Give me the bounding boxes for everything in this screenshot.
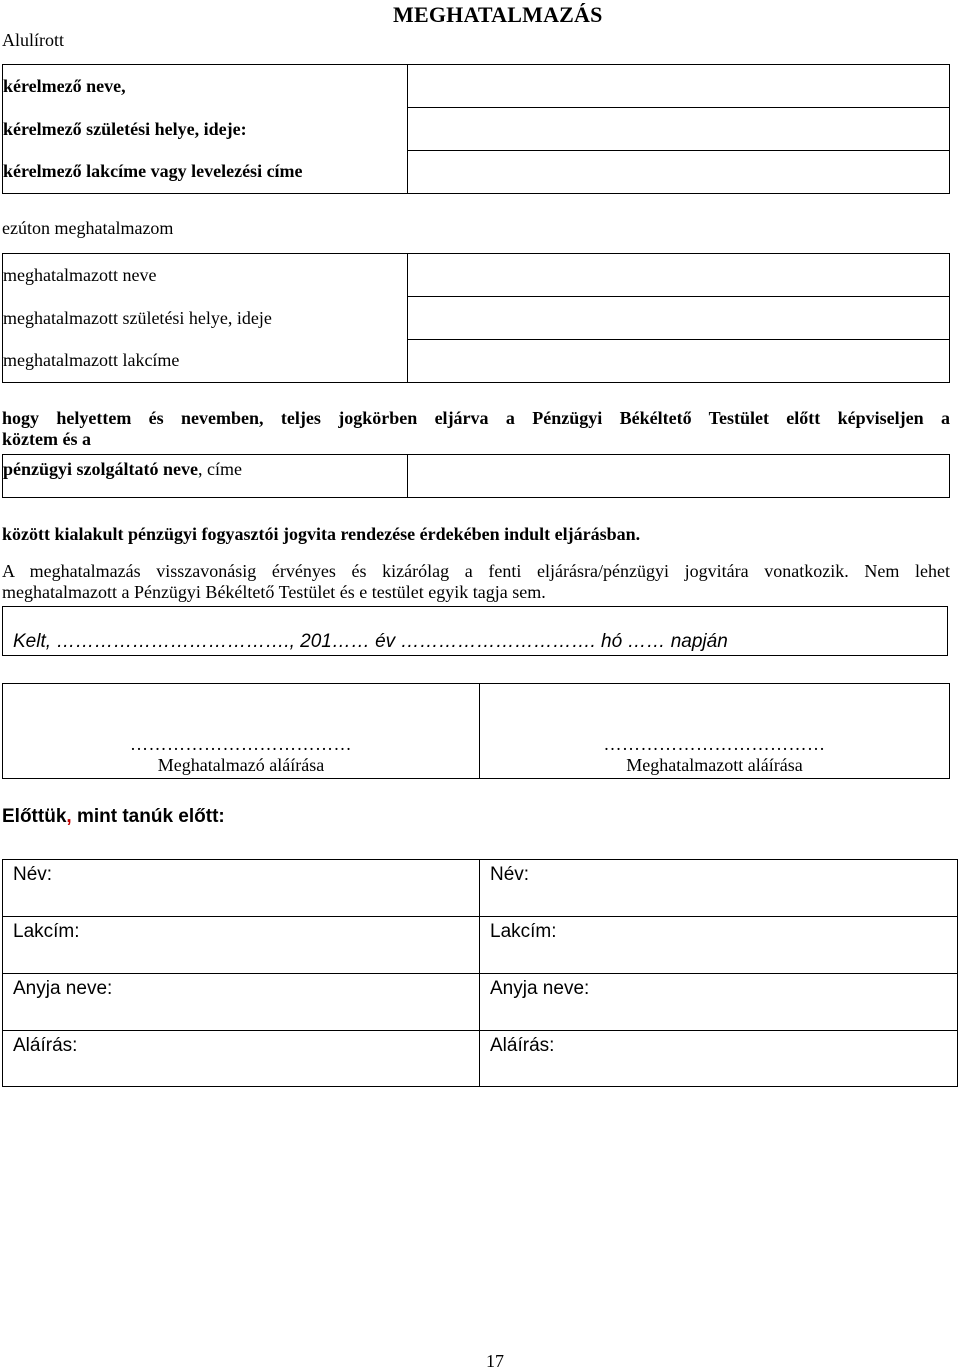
witness-2-address[interactable]: Lakcím:: [480, 917, 958, 974]
provider-label-bold: pénzügyi szolgáltató neve: [3, 459, 198, 479]
agent-signature-dots: ………………………………: [603, 734, 826, 754]
intro-text: Alulírott: [2, 30, 64, 50]
authorize-text: ezúton meghatalmazom: [2, 218, 174, 238]
applicant-address-field[interactable]: [408, 151, 950, 194]
agent-address-field[interactable]: [408, 340, 950, 383]
applicant-name-field[interactable]: [408, 65, 950, 108]
agent-birth-field[interactable]: [408, 297, 950, 340]
agent-name-label: meghatalmazott neve: [3, 254, 408, 297]
witness-1-name[interactable]: Név:: [3, 860, 480, 917]
witness-1-signature[interactable]: Aláírás:: [3, 1031, 480, 1087]
agent-name-field[interactable]: [408, 254, 950, 297]
agent-signature-label: Meghatalmazott aláírása: [626, 755, 803, 775]
agent-birth-label: meghatalmazott születési helye, ideje: [3, 297, 408, 340]
representation-text: [2, 408, 950, 450]
witness-title-part-1: Előttük: [2, 806, 67, 827]
applicant-birth-label: kérelmező születési helye, ideje:: [3, 108, 408, 151]
representation-line-1: hogy helyettem és nevemben, teljes jogkörben eljárva a Pénzügyi Békéltető Testület előtt képviseljen a: [2, 408, 950, 428]
witness-title: [2, 806, 225, 828]
page-number: 17: [486, 1351, 504, 1371]
principal-signature-cell[interactable]: [3, 684, 480, 779]
witness-table: [2, 859, 958, 1087]
principal-signature-label: Meghatalmazó aláírása: [157, 755, 325, 775]
witness-title-comma: ,: [66, 806, 72, 827]
provider-label-rest: , címe: [198, 459, 242, 479]
validity-line-2: meghatalmazott a Pénzügyi Békéltető Testület és e testület egyik tagja sem.: [2, 582, 546, 602]
date-line[interactable]: Kelt, ………………………………., 201…… év …………………………. hó …… napján: [2, 606, 948, 656]
agent-table: [2, 253, 950, 383]
applicant-birth-field[interactable]: [408, 108, 950, 151]
document-title: MEGHATALMAZÁS: [393, 2, 603, 27]
applicant-address-label: kérelmező lakcíme vagy levelezési címe: [3, 151, 408, 194]
principal-signature-dots: ………………………………: [130, 734, 352, 754]
provider-table: [2, 454, 950, 498]
witness-2-name[interactable]: Név:: [480, 860, 958, 917]
agent-signature-cell[interactable]: [480, 684, 950, 779]
applicant-name-label: kérelmező neve,: [3, 65, 408, 108]
witness-1-address[interactable]: Lakcím:: [3, 917, 480, 974]
signature-table: [2, 683, 950, 779]
dispute-text: között kialakult pénzügyi fogyasztói jogvita rendezése érdekében indult eljárásban.: [2, 524, 641, 544]
applicant-table: [2, 64, 950, 194]
witness-title-part-2: mint tanúk előtt:: [71, 806, 225, 827]
agent-address-label: meghatalmazott lakcíme: [3, 340, 408, 383]
validity-line-1: A meghatalmazás visszavonásig érvényes és kizárólag a fenti eljárásra/pénzügyi jogvitára vonatkozik. Nem lehet: [2, 561, 950, 581]
provider-field[interactable]: [408, 455, 950, 498]
witness-2-mother-name[interactable]: Anyja neve:: [480, 974, 958, 1031]
representation-line-2: köztem és a: [2, 429, 91, 449]
validity-text: [2, 561, 950, 603]
provider-label: [3, 455, 408, 498]
witness-2-signature[interactable]: Aláírás:: [480, 1031, 958, 1087]
witness-1-mother-name[interactable]: Anyja neve:: [3, 974, 480, 1031]
